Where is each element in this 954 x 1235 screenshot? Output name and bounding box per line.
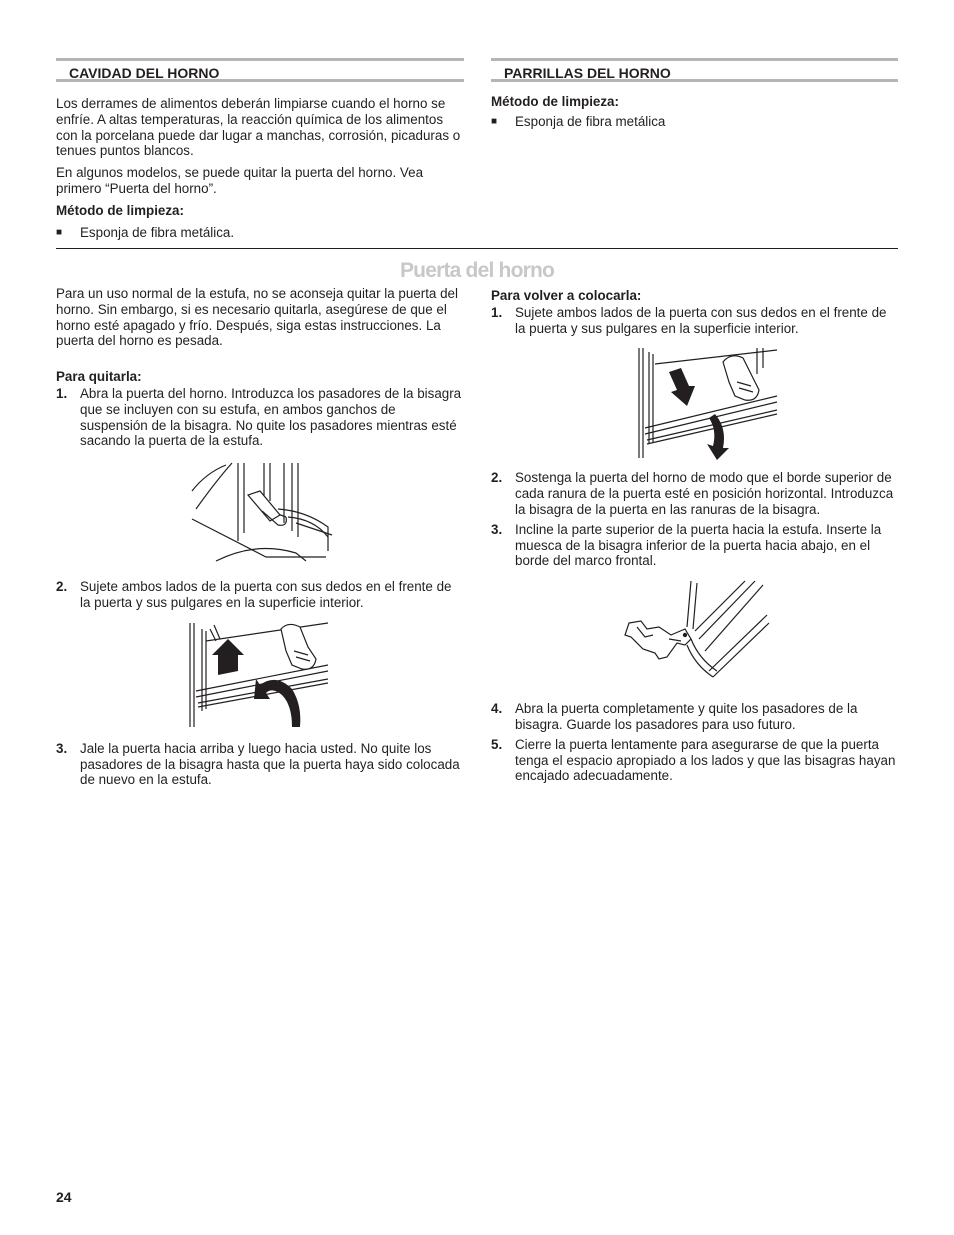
step-number: 1.	[56, 385, 68, 401]
step-text: Abra la puerta del horno. Introduzca los pasadores de la bisagra que se incluyen con su estufa, en ambos ganchos de suspensión de la bisagra. No quite los pasadores mientras esté sacando la puerta de la estufa.	[80, 385, 462, 449]
volver-step-4	[491, 701, 898, 733]
page-number: 24	[56, 1189, 72, 1205]
figure-hinge-pin-icon	[56, 461, 464, 571]
volver-label: Para volver a colocarla:	[491, 288, 642, 303]
page-title-puerta: Puerta del horno	[399, 259, 555, 282]
step-text: Jale la puerta hacia arriba y luego hacia usted. No quite los pasadores de la bisagra hasta que la puerta haya sido colocada de nuevo en la estufa.	[80, 740, 460, 788]
section-puerta-left	[56, 286, 464, 792]
parrillas-bullet-text: Esponja de fibra metálica	[515, 113, 666, 129]
quitar-label: Para quitarla:	[56, 369, 142, 385]
cavidad-paragraph-2: En algunos modelos, se puede quitar la puerta del horno. Vea primero “Puerta del horno”.	[56, 165, 424, 196]
section-puerta-right	[491, 288, 898, 788]
step-text: Sujete ambos lados de la puerta con sus dedos en el frente de la puerta y sus pulgares en la superficie interior.	[80, 579, 452, 610]
step-text: Incline la parte superior de la puerta hacia la estufa. Inserte la muesca de la bisagra inferior de la puerta hacia abajo, en el borde del marco frontal.	[515, 521, 882, 569]
step-number: 1.	[491, 304, 503, 320]
square-bullet-icon: ■	[491, 115, 498, 127]
volver-step-1	[491, 305, 898, 337]
heading-cavidad: CAVIDAD DEL HORNO	[56, 58, 464, 82]
section-cavidad	[56, 58, 464, 240]
parrillas-bullet	[491, 114, 898, 130]
cavidad-bullet-text: Esponja de fibra metálica.	[80, 224, 235, 240]
figure-hinge-notch-icon	[491, 579, 898, 685]
puerta-intro: Para un uso normal de la estufa, no se aconseja quitar la puerta del horno. Sin embargo, si es necesario quitarla, asegúrese de que el horno esté apagado y frío. Después, siga estas instrucciones. La puerta del horno es pesada.	[56, 286, 458, 349]
volver-step-3	[491, 522, 898, 569]
section-divider	[56, 248, 898, 249]
quitar-step-1	[56, 386, 464, 449]
step-text: Sostenga la puerta del horno de modo que el borde superior de cada ranura de la puerta esté en posición horizontal. Introduzca la bisagra de la puerta en las ranuras de la bisagra.	[515, 470, 894, 517]
step-text: Sujete ambos lados de la puerta con sus dedos en el frente de la puerta y sus pulgares en la superficie interior.	[515, 304, 887, 336]
cavidad-paragraph-1: Los derrames de alimentos deberán limpiarse cuando el horno se enfríe. A altas temperaturas, la reacción química de los alimentos con la porcelana puede dar lugar a manchas, corrosión, picaduras o tenues puntos blancos.	[56, 96, 461, 159]
section-parrillas	[491, 58, 898, 130]
figure-door-lift-up-icon	[56, 621, 464, 729]
volver-step-2	[491, 470, 898, 517]
step-number: 2.	[491, 470, 503, 486]
step-number: 3.	[491, 521, 503, 537]
quitar-step-3	[56, 741, 464, 788]
step-text: Abra la puerta completamente y quite los pasadores de la bisagra. Guarde los pasadores para uso futuro.	[515, 701, 858, 732]
step-number: 5.	[491, 736, 503, 752]
square-bullet-icon: ■	[56, 226, 63, 238]
heading-parrillas: PARRILLAS DEL HORNO	[491, 58, 898, 82]
parrillas-method-label: Método de limpieza:	[491, 94, 619, 109]
cavidad-method-label: Método de limpieza:	[56, 202, 184, 218]
quitar-step-2	[56, 579, 464, 611]
step-number: 2.	[56, 579, 68, 595]
cavidad-bullet	[56, 225, 464, 241]
step-text: Cierre la puerta lentamente para asegurarse de que la puerta tenga el espacio apropiado a los lados y que las bisagras hayan encajado adecuadamente.	[515, 736, 896, 784]
step-number: 3.	[56, 740, 68, 756]
figure-door-lower-icon	[491, 348, 898, 460]
step-number: 4.	[491, 701, 503, 717]
volver-step-5	[491, 737, 898, 784]
